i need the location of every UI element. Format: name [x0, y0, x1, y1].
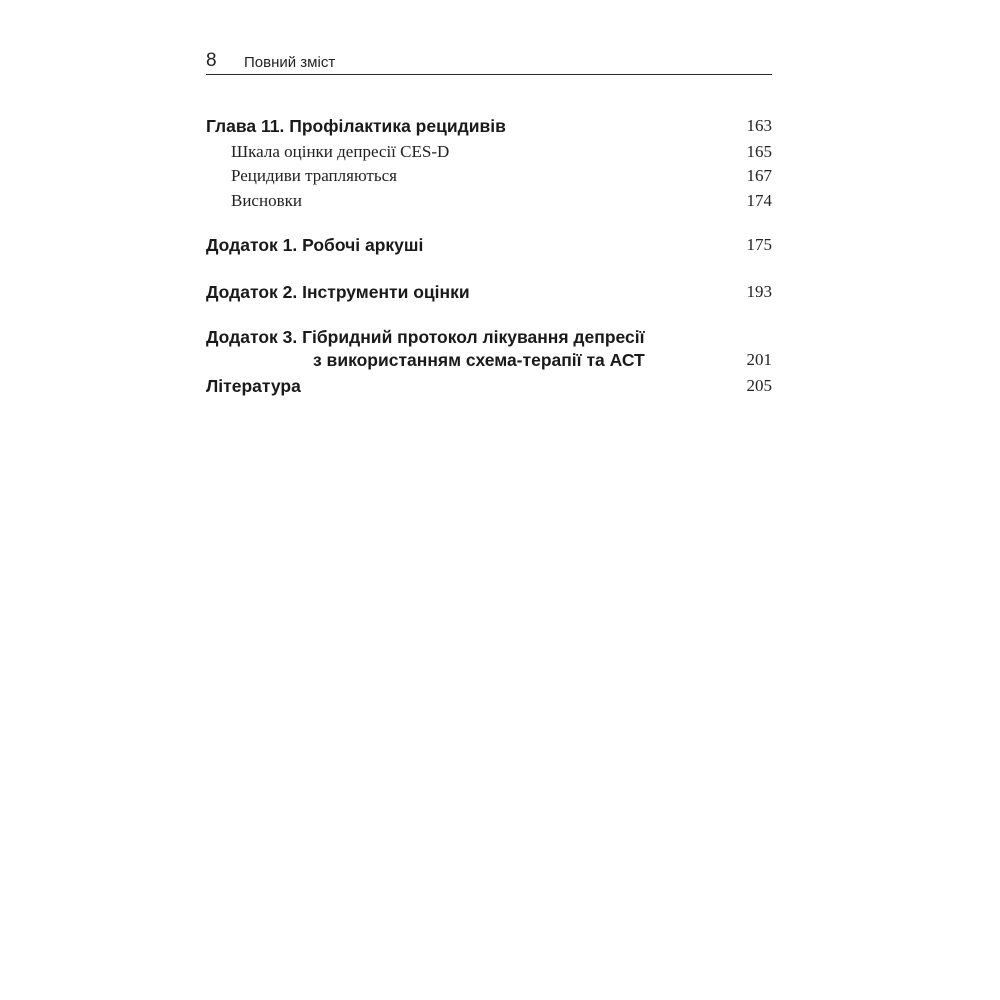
toc-entry-title-continued: з використанням схема-терапії та АСТ: [313, 350, 645, 370]
toc-entry-appendix-3-continued[interactable]: [206, 348, 772, 372]
page-number: 8: [206, 50, 217, 71]
toc-entry-page: 167: [746, 166, 772, 185]
toc-entry-page: 193: [746, 282, 772, 301]
toc-entry-literature[interactable]: [206, 374, 772, 398]
toc-entry-title: Додаток 2. Інструменти оцінки: [206, 282, 470, 302]
toc-entry-title: Глава 11. Профілактика рецидивів: [206, 116, 506, 136]
toc-entry-relapses-happen[interactable]: [206, 164, 772, 188]
toc-entry-ces-d-scale[interactable]: [206, 140, 772, 164]
toc-entry-page: 175: [746, 235, 772, 254]
toc-entry-title: Шкала оцінки депресії CES-D: [231, 142, 450, 161]
toc-entry-title: Додаток 1. Робочі аркуші: [206, 235, 424, 255]
toc-entry-page: 201: [746, 350, 772, 369]
toc-entry-page: 163: [746, 116, 772, 135]
toc-entry-title: Література: [206, 376, 301, 396]
toc-entry-page: 205: [746, 376, 772, 395]
toc-entry-title: Висновки: [231, 191, 302, 210]
toc-entry-title: Додаток 3. Гібридний протокол лікування депресії: [206, 327, 645, 347]
toc-entry-appendix-2[interactable]: [206, 280, 772, 304]
running-header: [206, 50, 772, 75]
toc-entry-title: Рецидиви трапляються: [231, 166, 397, 185]
toc-entry-chapter-11[interactable]: [206, 114, 772, 138]
toc-entry-page: 165: [746, 142, 772, 161]
running-header-title: Повний зміст: [244, 54, 336, 71]
toc-entry-appendix-3[interactable]: [206, 325, 772, 349]
toc-entry-conclusions[interactable]: [206, 189, 772, 213]
toc-entry-appendix-1[interactable]: [206, 233, 772, 257]
toc-entry-page: 174: [746, 191, 772, 210]
